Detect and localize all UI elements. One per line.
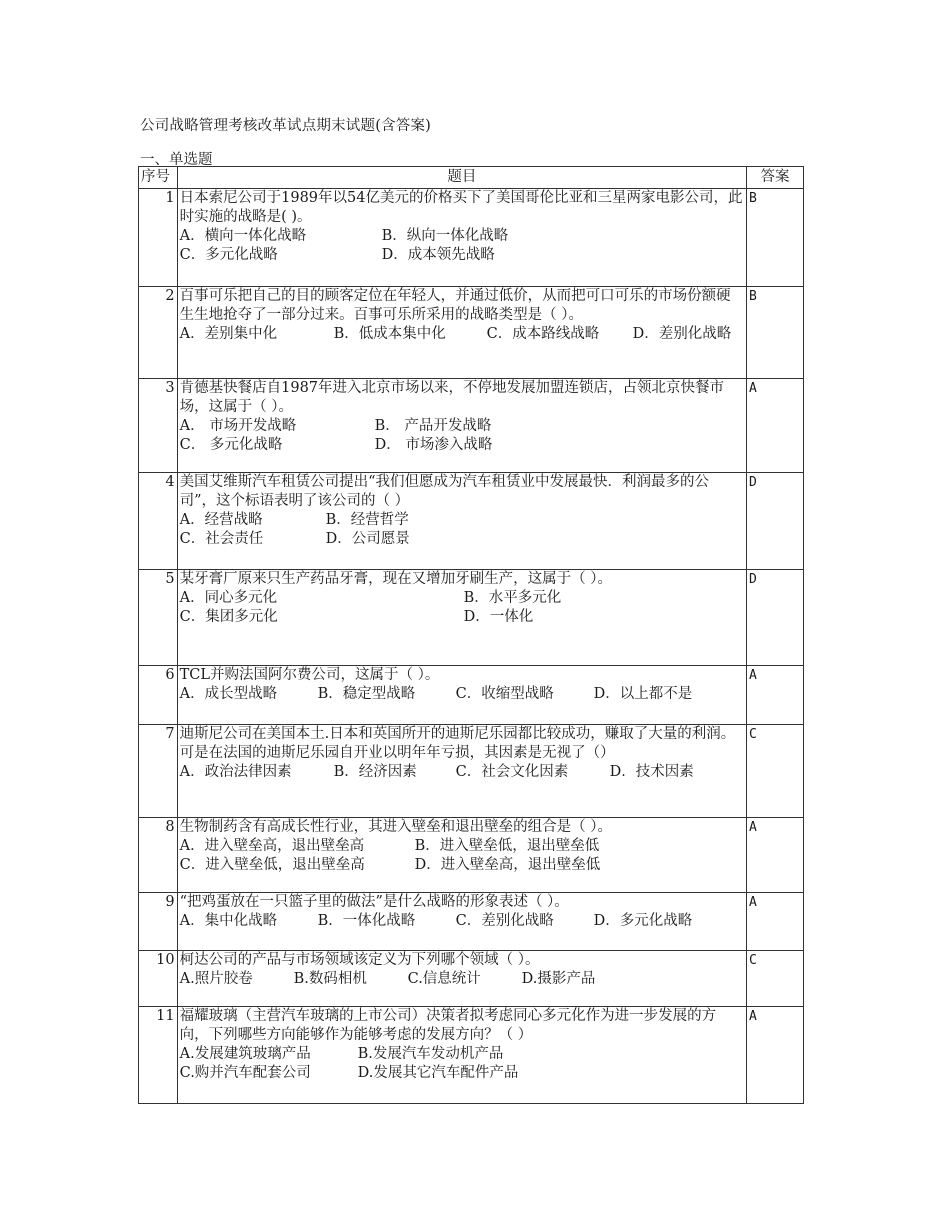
option-line xyxy=(180,511,744,530)
question-options xyxy=(180,511,744,549)
question-number: 7 xyxy=(139,725,178,818)
option-line xyxy=(180,227,744,246)
question-stem: 生物制药含有高成长性行业，其进入壁垒和退出壁垒的组合是（ ）。 xyxy=(179,819,612,835)
answer-option: C．成本路线战略 xyxy=(486,326,600,342)
answer-option: D．多元化战略 xyxy=(593,913,693,929)
answer-option: B．纵向一体化战略 xyxy=(381,228,509,244)
option-line xyxy=(180,436,744,455)
answer-option: D． 市场渗入战略 xyxy=(374,437,493,453)
answer-option: C． 多元化战略 xyxy=(179,437,283,453)
answer-cell: B xyxy=(747,287,804,379)
answer-option: C．进入壁垒低，退出壁垒高 xyxy=(179,857,365,873)
table-row xyxy=(139,951,804,1007)
answer-option: B．一体化战略 xyxy=(317,913,416,929)
answer-option: C．社会文化因素 xyxy=(455,764,569,780)
document-title: 公司战略管理考核改革试点期末试题(含答案) xyxy=(140,118,432,134)
option-line xyxy=(180,970,744,989)
answer-option: B.数码相机 xyxy=(293,971,367,987)
question-options xyxy=(180,589,744,627)
answer-option: A．集中化战略 xyxy=(179,913,278,929)
answer-option: A．成长型战略 xyxy=(179,686,278,702)
answer-option: A．进入壁垒高，退出壁垒高 xyxy=(179,838,365,854)
question-number: 5 xyxy=(139,570,178,666)
answer-option: C．多元化战略 xyxy=(179,247,278,263)
answer-cell: A xyxy=(747,666,804,725)
answer-option: C．集团多元化 xyxy=(179,609,278,625)
question-number: 11 xyxy=(139,1007,178,1104)
table-row xyxy=(139,473,804,570)
question-options xyxy=(180,837,744,875)
answer-option: A．政治法律因素 xyxy=(179,764,292,780)
option-line xyxy=(180,1045,744,1064)
answer-option: D．公司愿景 xyxy=(325,531,410,547)
answer-cell: B xyxy=(747,189,804,287)
table-row xyxy=(139,1007,804,1104)
answer-cell: D xyxy=(747,570,804,666)
question-stem: “把鸡蛋放在一只篮子里的做法”是什么战略的形象表述（ ）。 xyxy=(179,894,569,910)
answer-cell: A xyxy=(747,818,804,893)
question-cell xyxy=(177,951,746,1007)
question-options xyxy=(180,912,744,931)
table-row xyxy=(139,189,804,287)
answer-cell: A xyxy=(747,1007,804,1104)
answer-option: A．差别集中化 xyxy=(179,326,278,342)
question-number: 1 xyxy=(139,189,178,287)
question-stem: 某牙膏厂原来只生产药品牙膏，现在又增加牙刷生产，这属于（ ）。 xyxy=(179,571,612,587)
table-row xyxy=(139,893,804,951)
table-row xyxy=(139,570,804,666)
question-cell xyxy=(177,473,746,570)
question-number: 4 xyxy=(139,473,178,570)
answer-option: B．进入壁垒低，退出壁垒低 xyxy=(414,838,600,854)
table-row xyxy=(139,725,804,818)
answer-cell: A xyxy=(747,379,804,473)
question-cell xyxy=(177,893,746,951)
option-line xyxy=(180,608,744,627)
question-cell xyxy=(177,1007,746,1104)
question-stem: 百事可乐把自己的目的顾客定位在年轻人，并通过低价，从而把可口可乐的市场份额硬生生地抢夺了一部分过来。百事可乐所采用的战略类型是（ ）。 xyxy=(179,288,731,323)
question-options xyxy=(180,325,744,344)
option-line xyxy=(180,1064,744,1083)
header-number: 序号 xyxy=(139,167,178,189)
question-stem: 日本索尼公司于1989年以54亿美元的价格买下了美国哥伦比亚和三星两家电影公司，此时实施的战略是( )。 xyxy=(179,190,743,225)
question-cell xyxy=(177,570,746,666)
option-line xyxy=(180,837,744,856)
answer-option: B．稳定型战略 xyxy=(317,686,416,702)
answer-option: A． 市场开发战略 xyxy=(179,418,297,434)
answer-option: B.发展汽车发动机产品 xyxy=(357,1046,504,1062)
option-line xyxy=(180,530,744,549)
question-number: 6 xyxy=(139,666,178,725)
answer-option: A．横向一体化战略 xyxy=(179,228,307,244)
table-row xyxy=(139,379,804,473)
table-header-row xyxy=(139,167,804,189)
question-cell xyxy=(177,379,746,473)
question-options xyxy=(180,685,744,704)
question-cell xyxy=(177,189,746,287)
question-number: 2 xyxy=(139,287,178,379)
question-options xyxy=(180,227,744,265)
answer-cell: A xyxy=(747,893,804,951)
answer-cell: C xyxy=(747,725,804,818)
answer-option: C．差别化战略 xyxy=(455,913,554,929)
question-stem: TCL并购法国阿尔费公司，这属于（ ）。 xyxy=(179,667,440,683)
answer-option: D．进入壁垒高，退出壁垒低 xyxy=(414,857,601,873)
question-options xyxy=(180,970,744,989)
question-number: 8 xyxy=(139,818,178,893)
answer-option: D．一体化 xyxy=(463,609,534,625)
question-stem: 迪斯尼公司在美国本土.日本和英国所开的迪斯尼乐园都比较成功，赚取了大量的利润。可是在法国的迪斯尼乐园自开业以明年年亏损，其因素是无视了（） xyxy=(179,726,736,761)
option-line xyxy=(180,417,744,436)
answer-option: C.信息统计 xyxy=(407,971,481,987)
answer-option: D.摄影产品 xyxy=(521,971,596,987)
answer-option: A.发展建筑玻璃产品 xyxy=(179,1046,311,1062)
option-line xyxy=(180,685,744,704)
header-answer: 答案 xyxy=(747,167,804,189)
question-stem: 柯达公司的产品与市场领域该定义为下列哪个领域（ ）。 xyxy=(179,952,540,968)
question-cell xyxy=(177,725,746,818)
table-row xyxy=(139,666,804,725)
answer-cell: D xyxy=(747,473,804,570)
question-number: 10 xyxy=(139,951,178,1007)
question-stem: 美国艾维斯汽车租赁公司提出“我们但愿成为汽车租赁业中发展最快．利润最多的公司”，这个标语表明了该公司的（ ） xyxy=(179,474,710,509)
option-line xyxy=(180,912,744,931)
answer-cell: C xyxy=(747,951,804,1007)
question-cell xyxy=(177,666,746,725)
question-cell xyxy=(177,287,746,379)
section-title: 一、单选题 xyxy=(140,152,213,168)
answer-option: B．经济因素 xyxy=(333,764,417,780)
answer-option: A．同心多元化 xyxy=(179,590,278,606)
question-options xyxy=(180,763,744,782)
answer-option: D．成本领先战略 xyxy=(381,247,495,263)
option-line xyxy=(180,856,744,875)
answer-option: D.发展其它汽车配件产品 xyxy=(357,1065,519,1081)
answer-option: C．社会责任 xyxy=(179,531,264,547)
answer-option: D．差别化战略 xyxy=(632,326,732,342)
answer-option: C．收缩型战略 xyxy=(455,686,554,702)
option-line xyxy=(180,325,744,344)
answer-option: C.购并汽车配套公司 xyxy=(179,1065,311,1081)
question-stem: 肯德基快餐店自1987年进入北京市场以来，不停地发展加盟连锁店，占领北京快餐市场，这属于（ ）。 xyxy=(179,380,725,415)
table-row xyxy=(139,287,804,379)
question-options xyxy=(180,1045,744,1083)
answer-option: D．以上都不是 xyxy=(593,686,693,702)
question-number: 9 xyxy=(139,893,178,951)
question-stem: 福耀玻璃（主营汽车玻璃的上市公司）决策者拟考虑同心多元化作为进一步发展的方向，下列哪些方向能够作为能够考虑的发展方向？（ ） xyxy=(179,1008,717,1043)
answer-option: B．经营哲学 xyxy=(325,512,409,528)
question-table xyxy=(138,166,804,1104)
header-question: 题目 xyxy=(177,167,746,189)
table-row xyxy=(139,818,804,893)
option-line xyxy=(180,589,744,608)
option-line xyxy=(180,763,744,782)
question-cell xyxy=(177,818,746,893)
question-options xyxy=(180,417,744,455)
option-line xyxy=(180,246,744,265)
answer-option: B．低成本集中化 xyxy=(333,326,446,342)
answer-option: B．水平多元化 xyxy=(463,590,562,606)
answer-option: D．技术因素 xyxy=(609,764,694,780)
question-number: 3 xyxy=(139,379,178,473)
answer-option: B． 产品开发战略 xyxy=(374,418,492,434)
answer-option: A．经营战略 xyxy=(179,512,263,528)
answer-option: A.照片胶卷 xyxy=(179,971,253,987)
